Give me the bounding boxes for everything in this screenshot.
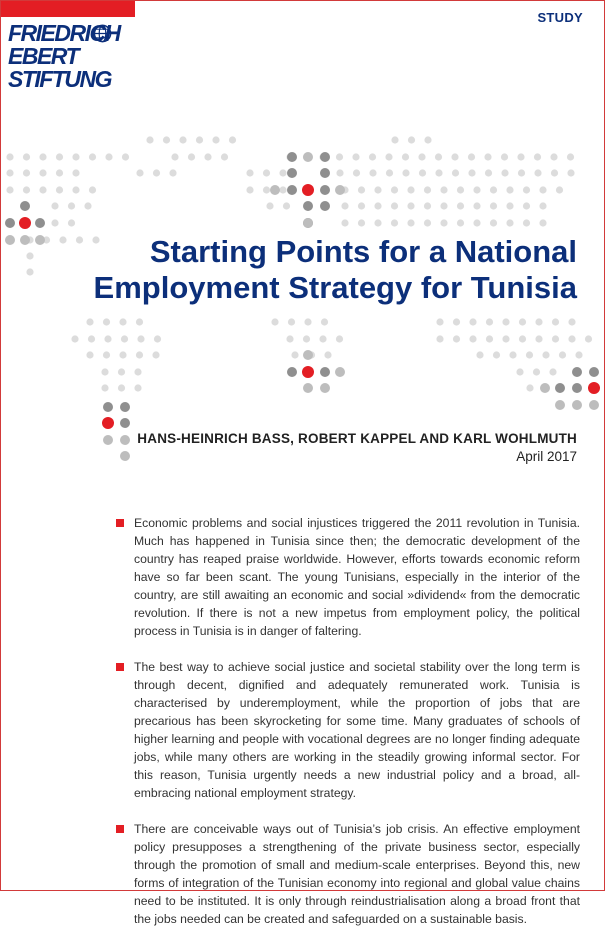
map-dot bbox=[279, 186, 286, 193]
summary-text: Economic problems and social injustices triggered the 2011 revolution in Tunisia. Much has happened in Tunisia since then; the democratic development of the country has reaped praise worldwide. However, efforts towards economic reform have so far been scant. The young Tunisians, especially in the interior of the country, are still awaiting an economic and social »dividend« from the democratic revolution. If there is not a new impetus from employment policy, the political process in Tunisia is in danger of faltering. bbox=[134, 516, 580, 638]
map-dot bbox=[5, 235, 15, 245]
map-dot bbox=[419, 169, 426, 176]
map-dot bbox=[407, 202, 414, 209]
map-dot bbox=[291, 351, 298, 358]
map-dot bbox=[246, 186, 253, 193]
map-dot bbox=[103, 351, 110, 358]
map-dot bbox=[424, 186, 431, 193]
map-dot bbox=[352, 153, 359, 160]
map-dot bbox=[72, 153, 79, 160]
map-dot bbox=[358, 202, 365, 209]
map-dot bbox=[72, 169, 79, 176]
map-dot bbox=[89, 153, 96, 160]
map-dot bbox=[341, 202, 348, 209]
map-dot bbox=[303, 335, 310, 342]
map-dot bbox=[335, 367, 345, 377]
map-dot bbox=[589, 367, 599, 377]
map-dot bbox=[6, 186, 13, 193]
map-dot bbox=[134, 368, 141, 375]
map-dot bbox=[534, 169, 541, 176]
map-dot bbox=[502, 335, 509, 342]
map-dot bbox=[506, 186, 513, 193]
map-dot bbox=[453, 335, 460, 342]
map-dot bbox=[105, 153, 112, 160]
map-dot bbox=[534, 153, 541, 160]
map-dot bbox=[196, 136, 203, 143]
map-dot bbox=[6, 153, 13, 160]
logo-line-1: FRIEDRICH bbox=[8, 20, 120, 46]
map-dot bbox=[501, 169, 508, 176]
map-dot bbox=[572, 383, 582, 393]
map-dot bbox=[303, 152, 313, 162]
map-dot bbox=[518, 169, 525, 176]
map-dot bbox=[457, 202, 464, 209]
map-dot bbox=[303, 383, 313, 393]
map-dot bbox=[533, 368, 540, 375]
map-dot bbox=[473, 202, 480, 209]
map-dot bbox=[540, 383, 550, 393]
map-dot bbox=[71, 335, 78, 342]
map-dot bbox=[440, 219, 447, 226]
map-dot bbox=[424, 219, 431, 226]
map-dot bbox=[486, 318, 493, 325]
map-dot bbox=[572, 367, 582, 377]
map-dot bbox=[468, 153, 475, 160]
map-dot bbox=[104, 335, 111, 342]
map-dot bbox=[23, 153, 30, 160]
map-dot bbox=[526, 351, 533, 358]
map-dot bbox=[550, 153, 557, 160]
map-dot bbox=[121, 335, 128, 342]
map-dot bbox=[523, 219, 530, 226]
map-dot bbox=[287, 367, 297, 377]
map-dot bbox=[51, 219, 58, 226]
map-dot bbox=[304, 318, 311, 325]
map-dot bbox=[341, 219, 348, 226]
map-dot bbox=[154, 335, 161, 342]
map-dot bbox=[408, 136, 415, 143]
map-dot bbox=[287, 152, 297, 162]
summary-text: There are conceivable ways out of Tunisia’s job crisis. An effective employment policy presupposes a strengthening of the private business sector, especially through the promotion of small and medium-scale enterprises. Beyond this, new forms of integration of the Tunisian economy into regional and global value chains need to be instituted. It is only through reindustrialisation along a broad front that the jobs needed can be created and safeguarded on a sustainable basis. bbox=[134, 822, 580, 926]
map-dot bbox=[585, 335, 592, 342]
map-dot bbox=[473, 219, 480, 226]
map-dot bbox=[369, 169, 376, 176]
map-dot bbox=[457, 219, 464, 226]
map-dot bbox=[517, 153, 524, 160]
map-dot bbox=[418, 153, 425, 160]
map-dot bbox=[136, 351, 143, 358]
map-dot bbox=[120, 435, 130, 445]
map-dot bbox=[303, 350, 313, 360]
map-dot bbox=[287, 185, 297, 195]
map-dot bbox=[568, 335, 575, 342]
map-dot bbox=[6, 169, 13, 176]
map-dot bbox=[385, 153, 392, 160]
map-dot bbox=[88, 335, 95, 342]
map-dot bbox=[473, 186, 480, 193]
map-dot bbox=[469, 318, 476, 325]
map-dot bbox=[440, 186, 447, 193]
map-dot bbox=[490, 186, 497, 193]
map-dot bbox=[552, 335, 559, 342]
map-dot bbox=[119, 351, 126, 358]
map-dot bbox=[86, 318, 93, 325]
map-dot bbox=[453, 318, 460, 325]
map-dot bbox=[169, 169, 176, 176]
map-dot bbox=[551, 169, 558, 176]
map-dot bbox=[20, 235, 30, 245]
map-dot bbox=[336, 169, 343, 176]
map-dot bbox=[567, 169, 574, 176]
map-dot bbox=[353, 169, 360, 176]
map-dot bbox=[26, 268, 33, 275]
map-dot bbox=[136, 169, 143, 176]
map-dot bbox=[374, 186, 381, 193]
map-dot bbox=[204, 153, 211, 160]
map-dot bbox=[559, 351, 566, 358]
bullet-square-icon bbox=[116, 519, 124, 527]
map-dot bbox=[212, 136, 219, 143]
map-dot bbox=[146, 136, 153, 143]
map-dot bbox=[153, 169, 160, 176]
map-dot bbox=[588, 382, 600, 394]
map-dot bbox=[23, 169, 30, 176]
map-dot bbox=[56, 153, 63, 160]
map-dot bbox=[391, 202, 398, 209]
publication-date: April 2017 bbox=[516, 449, 577, 464]
map-dot bbox=[72, 186, 79, 193]
bullet-square-icon bbox=[116, 663, 124, 671]
map-dot bbox=[358, 186, 365, 193]
summary-text: The best way to achieve social justice and societal stability over the long term is through decent, dignified and adequately remunerated work. Tunisia is characterised by underemployment, while the proportion of jobs that are precarious has been skyrocketing for some time. Many graduates of schools of higher learning and people with vocational degrees are no longer finding adequate jobs, while many others are working in the steadily growing informal sector. For this reason, Tunisia urgently needs a new industrial policy and a broad, all-embracing national employment strategy. bbox=[134, 660, 580, 800]
map-dot bbox=[523, 186, 530, 193]
map-dot bbox=[451, 153, 458, 160]
map-dot bbox=[286, 335, 293, 342]
map-dot bbox=[435, 153, 442, 160]
map-dot bbox=[134, 384, 141, 391]
map-dot bbox=[502, 318, 509, 325]
map-dot bbox=[539, 219, 546, 226]
map-dot bbox=[118, 368, 125, 375]
map-dot bbox=[103, 435, 113, 445]
map-dot bbox=[320, 168, 330, 178]
map-dot bbox=[39, 153, 46, 160]
map-dot bbox=[152, 351, 159, 358]
map-dot bbox=[424, 202, 431, 209]
map-dot bbox=[302, 366, 314, 378]
map-dot bbox=[336, 335, 343, 342]
map-dot bbox=[221, 153, 228, 160]
map-dot bbox=[589, 400, 599, 410]
map-dot bbox=[56, 169, 63, 176]
map-dot bbox=[575, 351, 582, 358]
bullet-square-icon bbox=[116, 825, 124, 833]
map-dot bbox=[319, 335, 326, 342]
map-dot bbox=[279, 169, 286, 176]
map-dot bbox=[435, 169, 442, 176]
map-dot bbox=[555, 400, 565, 410]
map-dot bbox=[171, 153, 178, 160]
map-dot bbox=[136, 318, 143, 325]
map-dot bbox=[549, 368, 556, 375]
map-dot bbox=[23, 186, 30, 193]
map-dot bbox=[402, 169, 409, 176]
map-dot bbox=[324, 351, 331, 358]
map-dot bbox=[320, 201, 330, 211]
map-dot bbox=[89, 186, 96, 193]
map-dot bbox=[476, 351, 483, 358]
map-dot bbox=[86, 351, 93, 358]
map-dot bbox=[35, 235, 45, 245]
summary-item bbox=[116, 820, 580, 928]
map-dot bbox=[20, 201, 30, 211]
map-dot bbox=[336, 153, 343, 160]
map-dot bbox=[568, 318, 575, 325]
map-dot bbox=[119, 318, 126, 325]
map-dot bbox=[51, 202, 58, 209]
map-dot bbox=[263, 186, 270, 193]
map-dot bbox=[519, 335, 526, 342]
map-dot bbox=[118, 384, 125, 391]
title-line-1: Starting Points for a National bbox=[149, 234, 577, 269]
map-dot bbox=[122, 153, 129, 160]
map-dot bbox=[303, 201, 313, 211]
authors: HANS-HEINRICH BASS, ROBERT KAPPEL AND KARL WOHLMUTH bbox=[137, 431, 577, 446]
map-dot bbox=[56, 186, 63, 193]
map-dot bbox=[493, 351, 500, 358]
map-dot bbox=[501, 153, 508, 160]
map-dot bbox=[391, 219, 398, 226]
map-dot bbox=[137, 335, 144, 342]
map-dot bbox=[391, 136, 398, 143]
map-dot bbox=[539, 202, 546, 209]
map-dot bbox=[302, 184, 314, 196]
map-dot bbox=[35, 218, 45, 228]
map-dot bbox=[555, 383, 565, 393]
map-dot bbox=[270, 185, 280, 195]
map-dot bbox=[490, 219, 497, 226]
map-dot bbox=[26, 252, 33, 259]
map-dot bbox=[303, 218, 313, 228]
map-dot bbox=[179, 136, 186, 143]
map-dot bbox=[103, 318, 110, 325]
map-dot bbox=[266, 202, 273, 209]
map-dot bbox=[535, 318, 542, 325]
map-dot bbox=[440, 202, 447, 209]
map-dot bbox=[120, 402, 130, 412]
logo-line-3: STIFTUNG bbox=[8, 66, 111, 92]
map-dot bbox=[572, 400, 582, 410]
page-title bbox=[57, 234, 577, 306]
map-dot bbox=[542, 351, 549, 358]
map-dot bbox=[84, 202, 91, 209]
map-dot bbox=[68, 219, 75, 226]
map-dot bbox=[407, 219, 414, 226]
map-dot bbox=[320, 152, 330, 162]
map-dot bbox=[102, 417, 114, 429]
map-dot bbox=[519, 318, 526, 325]
map-dot bbox=[374, 202, 381, 209]
map-dot bbox=[271, 318, 278, 325]
map-dot bbox=[68, 202, 75, 209]
map-dot bbox=[516, 368, 523, 375]
summary-item bbox=[116, 658, 580, 802]
map-dot bbox=[229, 136, 236, 143]
map-dot bbox=[490, 202, 497, 209]
document-type-label: STUDY bbox=[537, 10, 583, 25]
map-dot bbox=[320, 185, 330, 195]
map-dot bbox=[457, 186, 464, 193]
map-dot bbox=[320, 367, 330, 377]
map-dot bbox=[101, 368, 108, 375]
map-dot bbox=[509, 351, 516, 358]
map-dot bbox=[526, 384, 533, 391]
map-dot bbox=[402, 153, 409, 160]
map-dot bbox=[535, 335, 542, 342]
map-dot bbox=[424, 136, 431, 143]
map-dot bbox=[506, 202, 513, 209]
summary-item bbox=[116, 514, 580, 640]
title-line-2: Employment Strategy for Tunisia bbox=[93, 270, 577, 305]
map-dot bbox=[468, 169, 475, 176]
map-dot bbox=[369, 153, 376, 160]
map-dot bbox=[39, 186, 46, 193]
map-dot bbox=[263, 169, 270, 176]
map-dot bbox=[391, 186, 398, 193]
map-dot bbox=[19, 217, 31, 229]
map-dot bbox=[484, 153, 491, 160]
map-dot bbox=[101, 384, 108, 391]
map-dot bbox=[506, 219, 513, 226]
map-dot bbox=[5, 218, 15, 228]
map-dot bbox=[485, 169, 492, 176]
map-dot bbox=[556, 186, 563, 193]
map-dot bbox=[374, 219, 381, 226]
map-dot bbox=[103, 402, 113, 412]
map-dot bbox=[386, 169, 393, 176]
logo-line-2: EBERT bbox=[8, 43, 79, 69]
map-dot bbox=[321, 318, 328, 325]
map-dot bbox=[436, 318, 443, 325]
map-dot bbox=[320, 383, 330, 393]
map-dot bbox=[288, 318, 295, 325]
map-dot bbox=[163, 136, 170, 143]
map-dot bbox=[283, 202, 290, 209]
map-dot bbox=[552, 318, 559, 325]
map-dot bbox=[486, 335, 493, 342]
map-dot bbox=[436, 335, 443, 342]
map-dot bbox=[335, 185, 345, 195]
map-dot bbox=[39, 169, 46, 176]
map-dot bbox=[246, 169, 253, 176]
map-dot bbox=[539, 186, 546, 193]
map-dot bbox=[452, 169, 459, 176]
map-dot bbox=[469, 335, 476, 342]
map-dot bbox=[407, 186, 414, 193]
map-dot bbox=[188, 153, 195, 160]
map-dot bbox=[523, 202, 530, 209]
map-dot bbox=[120, 418, 130, 428]
summary-list bbox=[116, 514, 580, 946]
map-dot bbox=[358, 219, 365, 226]
map-dot bbox=[567, 153, 574, 160]
map-dot bbox=[287, 168, 297, 178]
map-dot bbox=[120, 451, 130, 461]
